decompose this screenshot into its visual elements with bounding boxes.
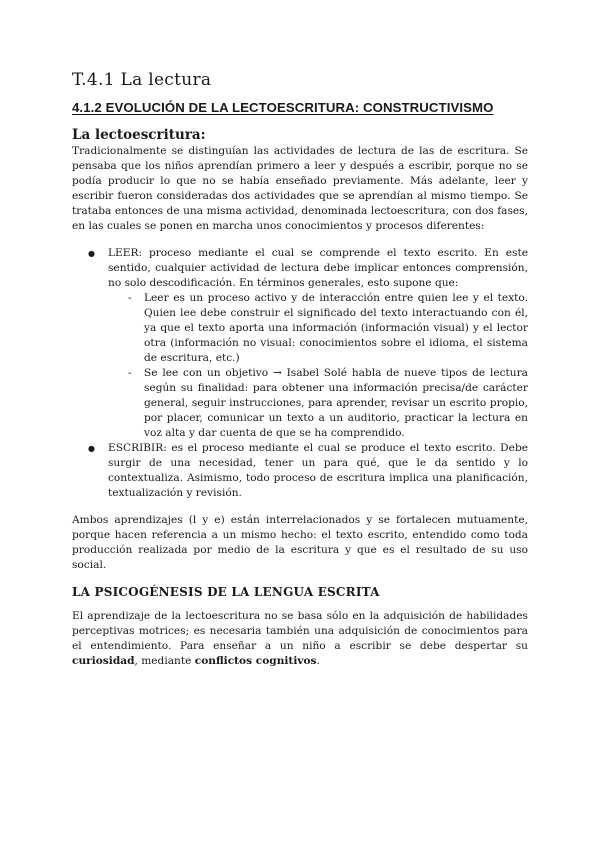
leer-text: LEER: proceso mediante el cual se comprende el texto escrito. En este sentido, cualquier actividad de lectura debe implicar entonces comprensión, no solo descodificación. En términos generales, esto supone que: bbox=[108, 247, 528, 289]
psico-bold-curiosidad: curiosidad bbox=[72, 655, 135, 667]
psico-text-1: El aprendizaje de la lectoescritura no se basa sólo en la adquisición de habilidades perceptivas motrices; es necesaria también una adquisición de conocimientos para el entendimiento. Para enseñar a un niño a escribir se debe despertar su bbox=[72, 610, 528, 652]
list-item-escribir: ● ESCRIBIR: es el proceso mediante el cual se produce el texto escrito. Debe surgir de una necesidad, tener un para qué, que le da sentido y lo contextualiza. Asimismo, todo proceso de escritura implica una planificación, textualización y revisión. bbox=[72, 441, 528, 501]
intro-paragraph: Tradicionalmente se distinguían las actividades de lectura de las de escritura. Se pensaba que los niños aprendían primero a leer y después a escribir, porque no se podía producir lo que no se había enseñado previamente. Más adelante, leer y escribir fueron consideradas dos actividades que se aprendían al mismo tiempo. Se trataba entonces de una misma actividad, denominada lectoescritura, con dos fases, en las cuales se ponen en marcha unos conocimientos y procesos diferentes: bbox=[72, 145, 528, 232]
list-item: - Se lee con un objetivo → Isabel Solé habla de nueve tipos de lectura según su finalidad: para obtener una información precisa/de carácter general, seguir instrucciones, para aprender, revisar un escrito propio, por placer, comunicar un texto a un auditorio, practicar la lectura en voz alta y dar cuenta de que se ha comprendido. bbox=[108, 366, 528, 441]
list-item: - Leer es un proceso activo y de interacción entre quien lee y el texto. Quien lee debe construir el significado del texto interactuando con él, ya que el texto aporta una información (información visual) y el lector otra (información no visual: conocimientos sobre el idioma, el sistema de escritura, etc.) bbox=[108, 291, 528, 366]
list-item-leer bbox=[72, 246, 528, 441]
psicogenesis-paragraph bbox=[72, 609, 528, 669]
document-title: T.4.1 La lectura bbox=[72, 70, 212, 90]
conclusion-paragraph: Ambos aprendizajes (l y e) están interrelacionados y se fortalecen mutuamente, porque hacen referencia a un mismo hecho: el texto escrito, entendido como toda producción realizada por medio de la escritura y que es el resultado de su uso social. bbox=[72, 514, 528, 571]
psico-bold-conflictos: conflictos cognitivos bbox=[194, 655, 317, 667]
section-heading: 4.1.2 EVOLUCIÓN DE LA LECTOESCRITURA: CONSTRUCTIVISMO bbox=[72, 100, 494, 115]
subheading-lectoescritura: La lectoescritura: bbox=[72, 127, 206, 143]
phases-list bbox=[72, 246, 528, 501]
psicogenesis-heading: LA PSICOGÉNESIS DE LA LENGUA ESCRITA bbox=[72, 585, 380, 599]
psico-text-2: , mediante bbox=[134, 655, 195, 667]
psico-text-3: . bbox=[316, 655, 320, 667]
leer-sublist bbox=[108, 291, 528, 441]
